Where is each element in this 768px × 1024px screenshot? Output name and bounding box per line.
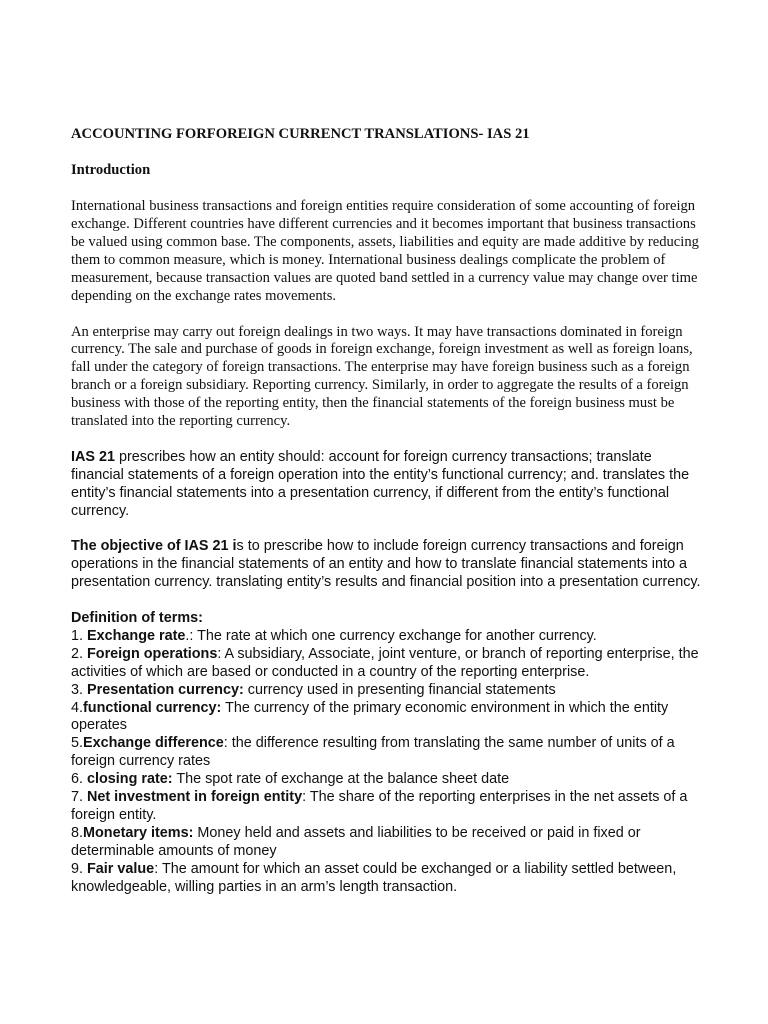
definition-term: functional currency:: [83, 699, 222, 716]
definition-item: [71, 646, 701, 682]
definition-item: [71, 771, 701, 789]
definition-term: Net investment in foreign entity: [87, 789, 303, 806]
ias21-bold-label: IAS 21: [71, 448, 115, 465]
definition-number: 9.: [71, 860, 87, 877]
objective-text: s to prescribe how to include foreign currency transactions and foreign operations in the financial statements of an entity and how to translate financial statements into a presentation currency. translating entity’s results and financial position into a presentation currency.: [71, 538, 701, 591]
definition-text: : The share of the reporting enterprises in the net assets of a foreign entity.: [71, 789, 688, 823]
definition-number: 5.: [71, 735, 84, 752]
definition-number: 1.: [71, 627, 87, 644]
definition-term: Exchange rate: [87, 627, 186, 644]
definition-number: 8.: [71, 824, 84, 841]
definition-text: : A subsidiary, Associate, joint venture, or branch of reporting enterprise, the activities of which are based or conducted in a country of the reporting enterprise.: [71, 645, 699, 680]
ias21-paragraph: [71, 449, 701, 521]
document-page: [71, 126, 701, 896]
definition-number: 6.: [71, 771, 87, 788]
definition-text: .: The rate at which one currency exchange for another currency.: [185, 627, 597, 644]
definition-text: Money held and assets and liabilities to be received or paid in fixed or determinable amounts of money: [71, 824, 641, 859]
definition-item: [71, 789, 701, 825]
definition-term: Foreign operations: [87, 645, 218, 662]
document-title: ACCOUNTING FORFOREIGN CURRENCT TRANSLATIONS- IAS 21: [71, 126, 530, 142]
definition-term: Monetary items:: [83, 824, 194, 841]
definition-text: : the difference resulting from translating the same number of units of a foreign currency rates: [71, 735, 675, 770]
objective-paragraph: [71, 538, 701, 592]
definition-term: closing rate:: [87, 771, 173, 788]
definition-item: [71, 861, 701, 897]
definition-item: [71, 825, 701, 861]
definition-number: 3.: [71, 681, 87, 698]
definition-number: 4.: [71, 699, 84, 716]
definition-text: The currency of the primary economic environment in which the entity operates: [71, 699, 669, 734]
definition-item: [71, 735, 701, 771]
intro-paragraph-2: An enterprise may carry out foreign dealings in two ways. It may have transactions dominated in foreign currency. The sale and purchase of goods in foreign exchange, foreign investment as well as foreign loans, fall under the category of foreign transactions. The enterprise may have foreign business such as a foreign branch or a foreign subsidiary. Reporting currency. Similarly, in order to aggregate the results of a foreign business with those of the reporting entity, then the financial statements of the foreign business must be translated into the reporting currency.: [71, 323, 693, 430]
intro-paragraph-1: International business transactions and foreign entities require consideration of some accounting of foreign exchange. Different countries have different currencies and it becomes important that business transactions be valued using common base. The components, assets, liabilities and equity are made additive by reducing them to common measure, which is money. International business dealings complicate the problem of measurement, because transaction values are quoted band settled in a currency value may change over time depending on the exchange rates movements.: [71, 198, 699, 304]
definition-term: Exchange difference: [83, 735, 224, 752]
definition-text: currency used in presenting financial statements: [243, 681, 556, 698]
definition-item: [71, 628, 701, 646]
intro-heading: Introduction: [71, 162, 151, 179]
definition-number: 2.: [71, 645, 87, 662]
definition-text: : The amount for which an asset could be exchanged or a liability settled between, knowledgeable, willing parties in an arm’s length transaction.: [71, 860, 677, 895]
definition-term: Presentation currency:: [87, 681, 244, 698]
definitions-heading: Definition of terms:: [71, 609, 203, 626]
definition-item: [71, 682, 701, 700]
definitions-list: [71, 628, 701, 897]
definition-term: Fair value: [87, 860, 155, 877]
definition-number: 7.: [71, 789, 87, 806]
definition-text: The spot rate of exchange at the balance sheet date: [172, 771, 510, 788]
objective-bold-label: The objective of IAS 21 i: [71, 538, 237, 555]
ias21-text: prescribes how an entity should: account for foreign currency transactions; translate financial statements of a foreign operation into the entity’s functional currency; and. translates the entity’s financial statements into a presentation currency, if different from the entity’s functional currency.: [71, 448, 690, 519]
definition-item: [71, 700, 701, 736]
